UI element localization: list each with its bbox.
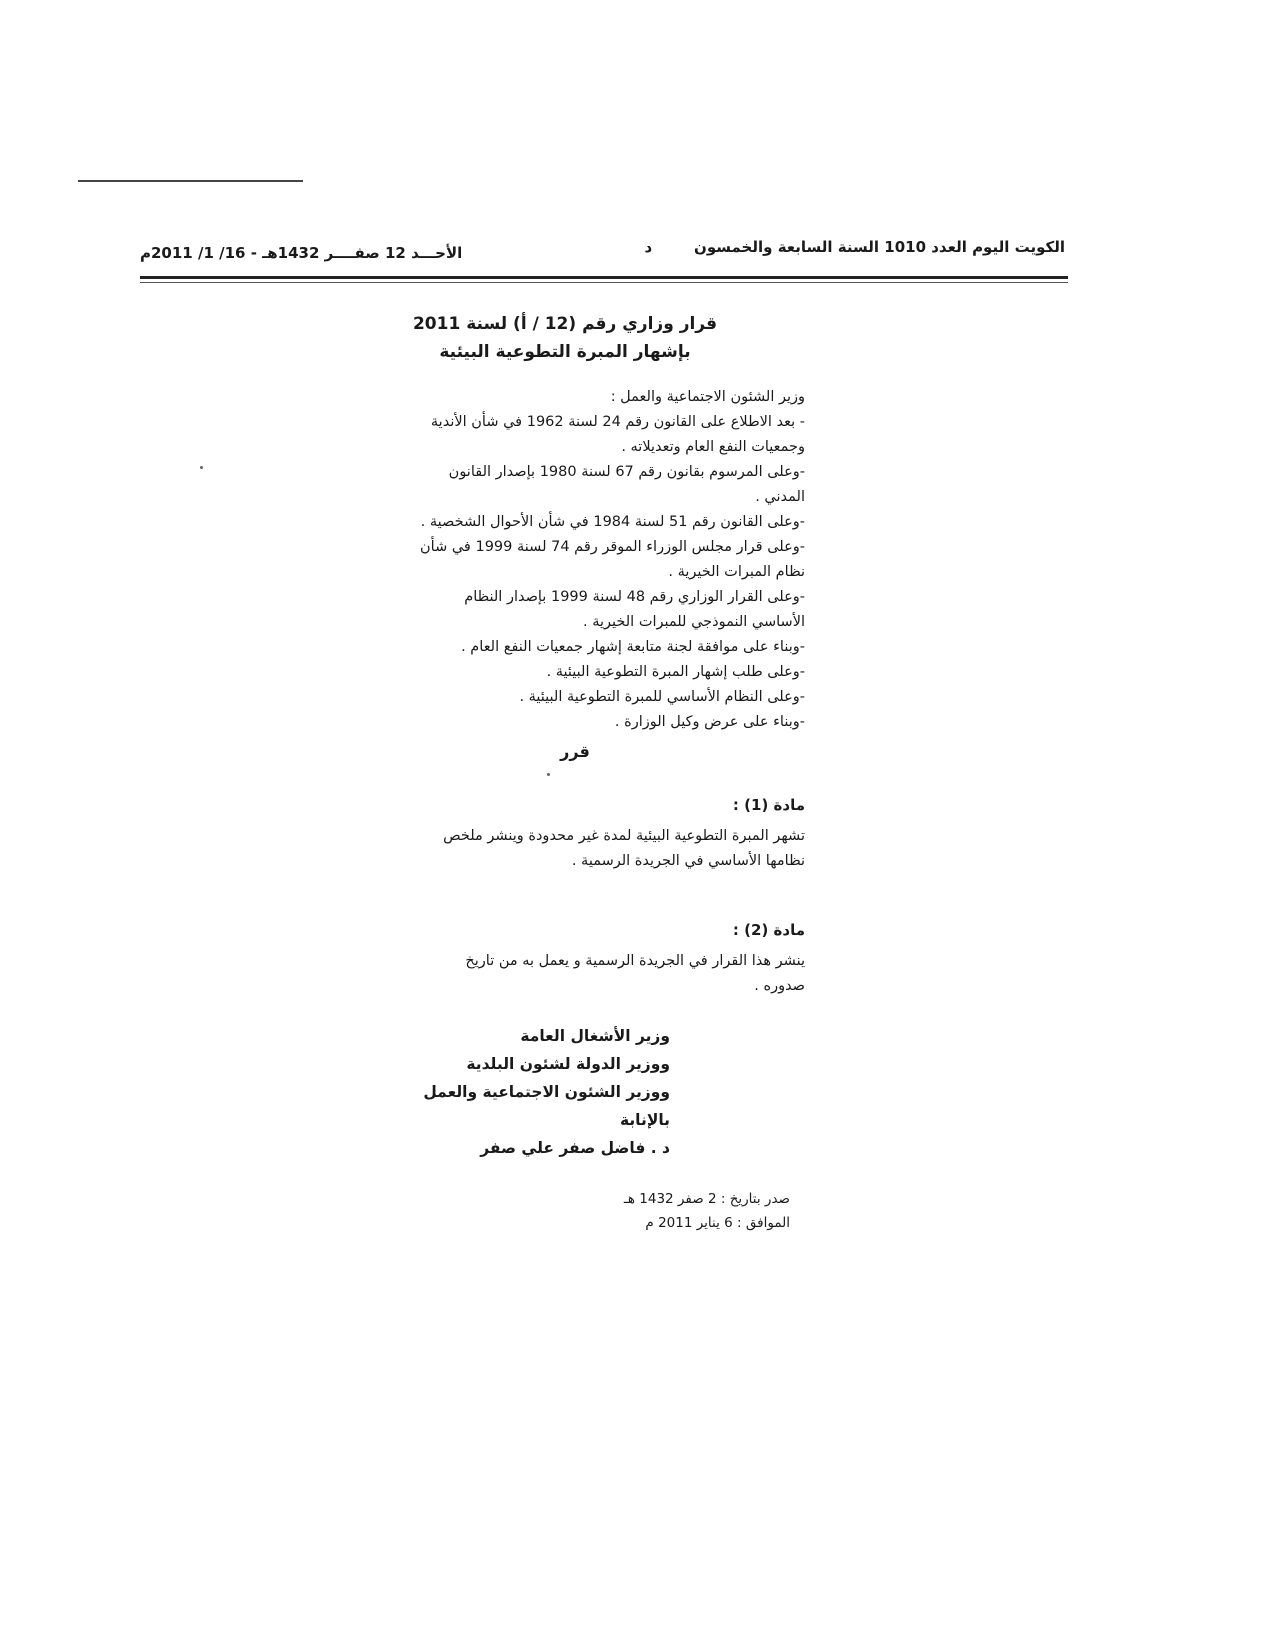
- preamble-line: -وبناء على موافقة لجنة متابعة إشهار جمعيات النفع العام .: [461, 639, 805, 655]
- header-page-marker: د: [644, 238, 653, 256]
- header-rule-thin: [140, 282, 1068, 283]
- issue-date-gregorian: الموافق : 6 يناير 2011 م: [645, 1215, 790, 1231]
- signature-line: وزير الأشغال العامة: [520, 1027, 670, 1045]
- top-left-rule: [78, 180, 303, 182]
- issue-date-hijri: صدر بتاريخ : 2 صفر 1432 هـ: [623, 1191, 790, 1207]
- preamble-line: -وبناء على عرض وكيل الوزارة .: [614, 714, 805, 730]
- article-heading: مادة (2) :: [732, 921, 805, 939]
- preamble-line: الأساسي النموذجي للمبرات الخيرية .: [583, 614, 805, 630]
- preamble-line: وزير الشئون الاجتماعية والعمل :: [610, 389, 805, 405]
- preamble-line: -وعلى قرار مجلس الوزراء الموقر رقم 74 لسنة 1999 في شأن: [420, 539, 805, 555]
- signature-line: ووزير الدولة لشئون البلدية: [466, 1055, 670, 1073]
- decree-title-line-2: بإشهار المبرة التطوعية البيئية: [439, 342, 691, 362]
- article-heading: مادة (1) :: [732, 796, 805, 814]
- page-header: [140, 238, 1065, 266]
- decree-title-line-1: قرار وزاري رقم (12 / أ) لسنة 2011: [412, 314, 718, 334]
- preamble-line: -وعلى القرار الوزاري رقم 48 لسنة 1999 بإصدار النظام: [464, 589, 805, 605]
- header-rule: [140, 276, 1068, 279]
- header-publication: الكويت اليوم العدد 1010 السنة السابعة والخمسون: [694, 238, 1065, 256]
- scan-speck: [547, 773, 550, 776]
- preamble-line: -وعلى النظام الأساسي للمبرة التطوعية البيئية .: [519, 689, 805, 705]
- preamble-line: المدني .: [755, 489, 805, 505]
- decree-word: قرر: [560, 742, 590, 761]
- preamble-line: وجمعيات النفع العام وتعديلاته .: [621, 439, 805, 455]
- scan-speck: [200, 466, 203, 469]
- signatory-name: د . فاضل صفر علي صفر: [480, 1139, 670, 1157]
- preamble-line: -وعلى طلب إشهار المبرة التطوعية البيئية .: [546, 664, 805, 680]
- header-right: [645, 238, 1065, 256]
- issue-date-block: [555, 1187, 790, 1235]
- preamble: [375, 385, 805, 735]
- preamble-line: -وعلى المرسوم بقانون رقم 67 لسنة 1980 بإصدار القانون: [448, 464, 805, 480]
- article-1: [375, 793, 805, 874]
- article-text-line: نظامها الأساسي في الجريدة الرسمية .: [571, 853, 805, 869]
- article-text-line: صدوره .: [754, 978, 805, 994]
- preamble-line: -وعلى القانون رقم 51 لسنة 1984 في شأن الأحوال الشخصية .: [420, 514, 805, 530]
- preamble-line: نظام المبرات الخيرية .: [668, 564, 805, 580]
- signature-line: ووزير الشئون الاجتماعية والعمل بالإنابة: [423, 1083, 670, 1129]
- article-2: [375, 918, 805, 999]
- signature-block: [370, 1022, 670, 1162]
- preamble-line: - بعد الاطلاع على القانون رقم 24 لسنة 1962 في شأن الأندية: [430, 414, 805, 430]
- decree-title: [400, 310, 730, 366]
- header-date: الأحـــد 12 صفــــر 1432هـ - 16/ 1/ 2011م: [140, 244, 463, 262]
- article-text-line: ينشر هذا القرار في الجريدة الرسمية و يعمل به من تاريخ: [465, 953, 805, 969]
- article-text-line: تشهر المبرة التطوعية البيئية لمدة غير محدودة وينشر ملخص: [443, 828, 805, 844]
